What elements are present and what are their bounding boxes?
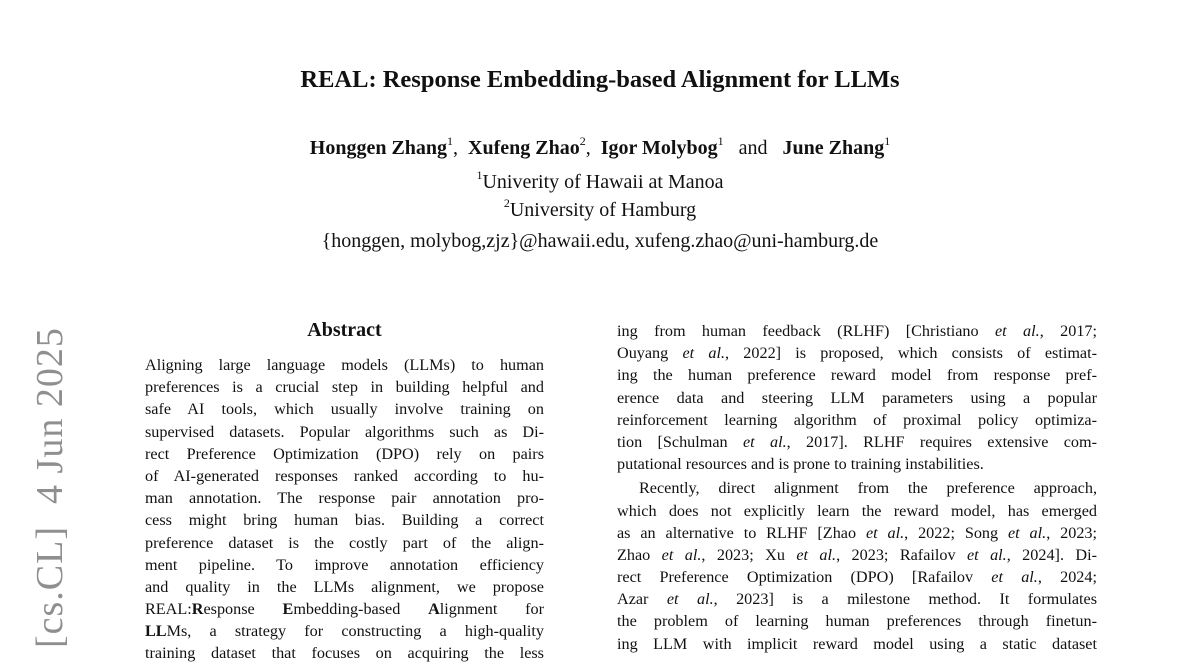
text-line: rect Preference Optimization (DPO) rely on pairs xyxy=(145,444,544,463)
text-line: reinforcement learning algorithm of proximal policy optimiza- xyxy=(617,410,1097,429)
text-line: ment pipeline. To improve annotation efficiency xyxy=(145,555,544,574)
author-separator: , xyxy=(585,137,591,159)
text-line: and quality in the LLMs alignment, we propose xyxy=(145,577,544,596)
arxiv-category: [cs.CL] xyxy=(29,525,71,648)
text-line: Aligning large language models (LLMs) to human xyxy=(145,356,544,374)
text-line: supervised datasets. Popular algorithms such as Di- xyxy=(145,422,544,441)
author-affil-mark: 1 xyxy=(717,134,724,148)
intro-body xyxy=(617,320,1097,655)
author-list xyxy=(0,134,1200,160)
text-line: as an alternative to RLHF [Zhao et al., 2022; Song et al., 2023; xyxy=(617,523,1097,542)
text-line: putational resources and is prone to training instabilities. xyxy=(617,455,984,474)
text-line: Azar et al., 2023] is a milestone method. It formulates xyxy=(617,590,1098,609)
affiliation-name: Univerity of Hawaii at Manoa xyxy=(482,171,724,193)
author-and: and xyxy=(738,137,768,159)
author-affil-mark: 1 xyxy=(884,134,891,148)
author-separator: , xyxy=(453,137,459,159)
text-line: Zhao et al., 2023; Xu et al., 2023; Rafailov et al., 2024]. Di- xyxy=(617,545,1097,564)
text-line: LLMs, a strategy for constructing a high-quality xyxy=(145,622,544,641)
text-line: training dataset that focuses on acquiring the less xyxy=(145,644,544,663)
text-line: Recently, direct alignment from the preference approach, xyxy=(639,479,1097,498)
text-line: preferences is a crucial step in building helpful and xyxy=(145,378,544,397)
author-affil-mark: 1 xyxy=(447,134,454,148)
text-line: ing the human preference reward model from response pref- xyxy=(617,366,1097,385)
author-emails: {honggen, molybog,zjz}@hawaii.edu, xufeng.zhao@uni-hamburg.de xyxy=(321,230,879,252)
text-line: man annotation. The response pair annotation pro- xyxy=(145,489,544,508)
author-name: June Zhang xyxy=(782,137,885,159)
author-affil-mark: 2 xyxy=(579,134,586,148)
text-line: Ouyang et al., 2022] is proposed, which consists of estimat- xyxy=(617,344,1097,363)
text-line: preference dataset is the costly part of the align- xyxy=(145,533,544,552)
text-line: REAL:Response Embedding-based Alignment for xyxy=(145,600,544,619)
author-name: Xufeng Zhao xyxy=(468,137,580,159)
affiliation xyxy=(0,196,1200,222)
arxiv-stamp xyxy=(28,327,72,648)
text-line: the problem of learning human preferences through finetun- xyxy=(617,612,1097,631)
text-line: safe AI tools, which usually involve training on xyxy=(145,400,544,419)
text-line: which does not explicitly learn the reward model, has emerged xyxy=(617,501,1097,520)
author-name: Igor Molybog xyxy=(600,137,718,159)
text-line: rect Preference Optimization (DPO) [Rafailov et al., 2024; xyxy=(617,568,1097,587)
abstract-heading: Abstract xyxy=(307,319,382,341)
text-line: cess might bring human bias. Building a correct xyxy=(145,511,544,530)
affiliation-name: University of Hamburg xyxy=(509,199,697,221)
affiliation xyxy=(0,168,1200,194)
text-line: of AI-generated responses ranked according to hu- xyxy=(145,466,544,485)
abstract-body xyxy=(145,354,544,665)
text-line: erence data and steering LLM parameters using a popular xyxy=(617,388,1097,407)
arxiv-date: 4 Jun 2025 xyxy=(29,327,71,504)
author-name: Honggen Zhang xyxy=(309,137,448,159)
affiliation-mark: 1 xyxy=(476,168,483,182)
text-line: tion [Schulman et al., 2017]. RLHF requires extensive com- xyxy=(617,432,1097,451)
affiliation-mark: 2 xyxy=(503,196,510,210)
text-line: ing LLM with implicit reward model using a static dataset xyxy=(617,634,1097,653)
text-line: ing from human feedback (RLHF) [Christiano et al., 2017; xyxy=(617,322,1097,340)
paper-title: REAL: Response Embedding-based Alignment for LLMs xyxy=(300,66,900,93)
